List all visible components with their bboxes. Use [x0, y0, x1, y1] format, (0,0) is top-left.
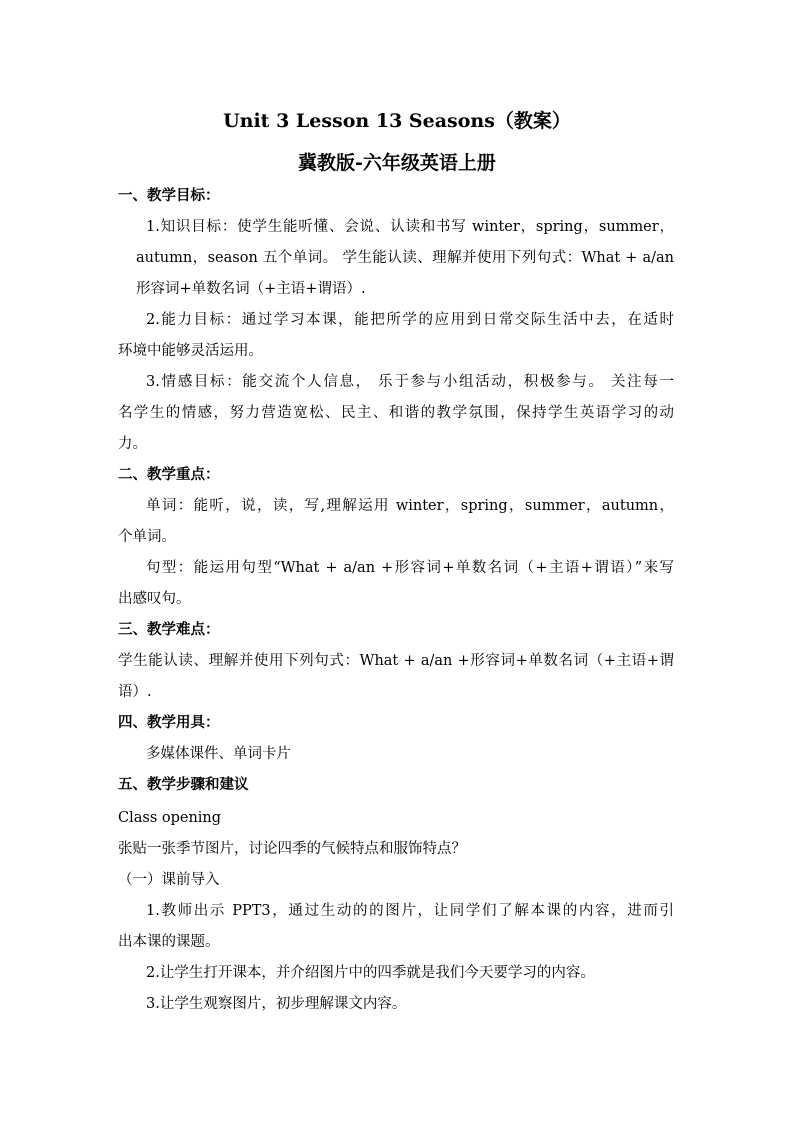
paragraph-line: 学生能认读、理解并使用下列句式：What + a/an +形容词+单数名词（+主语+谓: [118, 653, 674, 669]
paragraph-line: autumn，season 五个单词。 学生能认读、理解并使用下列句式：What + a/an: [136, 250, 674, 266]
paragraph-line: 单词：能听，说，读，写,理解运用 winter，spring，summer，autumn，: [146, 498, 674, 514]
paragraph-line: 出本课的课题。: [118, 934, 220, 950]
paragraph-line: 3.情感目标：能交流个人信息， 乐于参与小组活动，积极参与。 关注每一: [146, 374, 674, 390]
paragraph-line: 2.能力目标：通过学习本课，能把所学的应用到日常交际生活中去，在适时: [146, 312, 674, 328]
section-heading-steps: 五、教学步骤和建议: [118, 776, 249, 793]
paragraph-line: 出感叹句。: [118, 591, 191, 607]
paragraph-line: 形容词+单数名词（+主语+谓语）.: [136, 281, 366, 297]
paragraph-line: 张贴一张季节图片，讨论四季的气候特点和服饰特点？: [118, 841, 466, 857]
paragraph-line: 3.让学生观察图片，初步理解课文内容。: [146, 996, 407, 1012]
document-title: Unit 3 Lesson 13 Seasons（教案）: [223, 110, 571, 132]
section-heading-materials: 四、教学用具：: [118, 714, 220, 731]
document-subtitle: 冀教版-六年级英语上册: [298, 152, 496, 174]
paragraph-line: 力。: [118, 436, 147, 452]
paragraph-line: Class opening: [118, 810, 222, 826]
paragraph-line: 多媒体课件、单词卡片: [146, 746, 291, 762]
paragraph-line: 环境中能够灵活运用。: [118, 343, 263, 359]
section-heading-difficulties: 三、教学难点：: [118, 621, 220, 638]
paragraph-line: 个单词。: [118, 529, 176, 545]
paragraph-line: 名学生的情感，努力营造宽松、民主、和谐的教学氛围，保持学生英语学习的动: [118, 405, 674, 421]
section-heading-key-points: 二、教学重点：: [118, 466, 220, 483]
paragraph-line: 2.让学生打开课本，并介绍图片中的四季就是我们今天要学习的内容。: [146, 965, 595, 981]
paragraph-line: 1.教师出示 PPT3，通过生动的的图片，让同学们了解本课的内容，进而引: [146, 903, 674, 919]
paragraph-line: 句型：能运用句型“What + a/an +形容词+单数名词（+主语+谓语）”来写: [146, 560, 674, 576]
paragraph-line: 1.知识目标：使学生能听懂、会说、认读和书写 winter，spring，summer，: [146, 219, 674, 235]
paragraph-line: 语）.: [118, 684, 152, 700]
subsection-heading: （一）课前导入: [118, 872, 220, 888]
section-heading-objectives: 一、教学目标：: [118, 187, 220, 204]
